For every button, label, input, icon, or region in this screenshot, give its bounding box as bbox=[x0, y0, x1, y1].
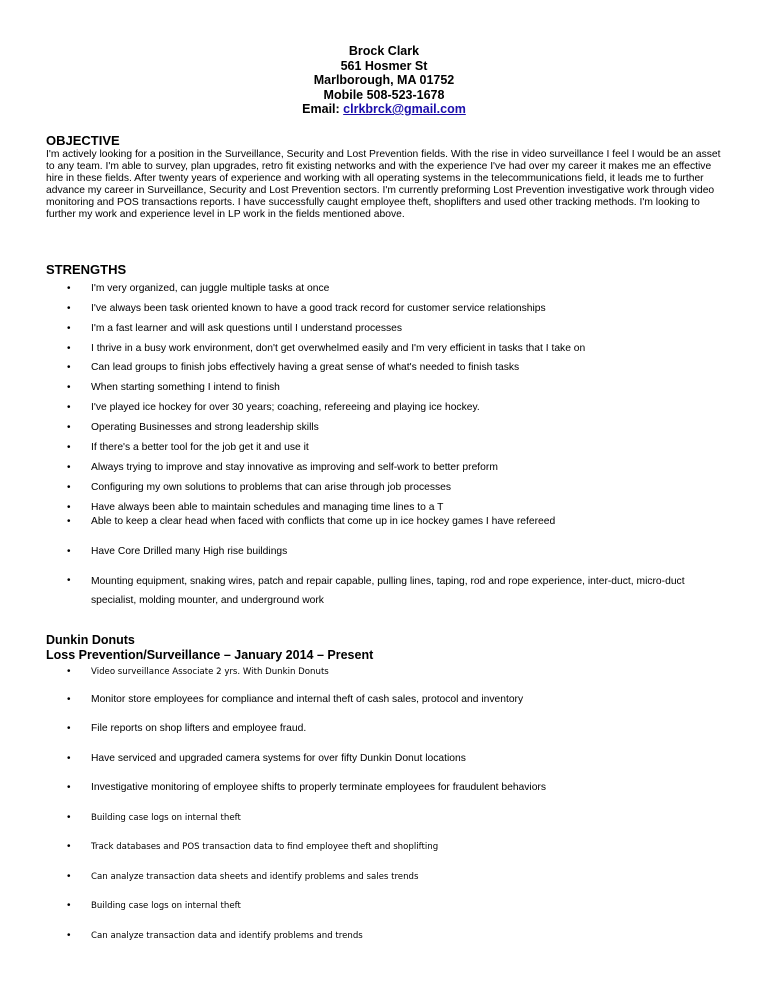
bullet-icon: • bbox=[67, 546, 71, 557]
bullet-icon: • bbox=[67, 502, 71, 513]
bullet-icon: • bbox=[67, 462, 71, 473]
bullet-icon: • bbox=[67, 871, 71, 882]
bullet-icon: • bbox=[67, 283, 71, 294]
bullet-icon: • bbox=[67, 482, 71, 493]
mobile-phone: Mobile 508-523-1678 bbox=[323, 87, 445, 102]
bullet-icon: • bbox=[67, 812, 71, 823]
bullet-icon: • bbox=[67, 343, 71, 354]
email-line bbox=[0, 102, 768, 117]
objective-heading: OBJECTIVE bbox=[46, 133, 120, 148]
bullet-icon: • bbox=[67, 442, 71, 453]
bullet-icon: • bbox=[67, 323, 71, 334]
resume-page: Brock Clark 561 Hosmer St Marlborough, MA 01752 Mobile 508-523-1678 Email: clrkbrck@gmail.com OBJECTIVE I'm actively looking for a position in the Surveillance, Security and Lost Prevention fields. With the rise in video surveillance I feel I would be an asset to any team. I'm able to survey, plan upgrades, retro fit existing networks and with the experience I've had over my career it makes me an effective hire in these fields. After twenty years of experience and working with all operating systems in the telecommunications field, it leads me to further advance my career in Surveillance, Security and Lost Prevention sectors. I'm currently preforming Lost Prevention investigative work through video monitoring and POS transactions reports. I have successfully caught employee theft, shoplifters and used other tracking methods. I'm looking to further my work and experience level in LP work in the fields mentioned above. STRENGTHS • I'm very organized, can juggle multiple tasks at once • I've always been task oriented known to have a good track record for customer service relationships • I'm a fast learner and will ask questions until I understand processes • I thrive in a busy work environment, don't get overwhelmed easily and I'm very efficient in tasks that I take on • Can lead groups to finish jobs effectively having a great sense of what's needed to finish tasks • When starting something I intend to finish • I've played ice hockey for over 30 years; coaching, refereeing and playing ice hockey. • Operating Businesses and strong leadership skills • If there's a better tool for the job get it and use it • Always trying to improve and stay innovative as improving and self-work to better preform • Configuring my own solutions to problems that can arise through job processes • Have always been able to maintain schedules and managing time lines to a T • Able to keep a clear head when faced with conflicts that come up in ice hockey games I have refereed • Have Core Drilled many High rise buildings • Mounting equipment, snaking wires, patch and repair capable, pulling lines, taping, rod and rope experience, inter-duct, micro-duct specialist, molding mounter, and underground work Dunkin Donuts Loss Prevention/Surveillance – January 2014 – Present • Video surveillance Associate 2 yrs. With Dunkin Donuts • Monitor store employees for compliance and internal theft of cash sales, protocol and inventory • File reports on shop lifters and employee fraud. • Have serviced and upgraded camera systems for over fifty Dunkin Donut locations • Investigative monitoring of employee shifts to properly terminate employees for fraudulent behaviors • Building case logs on internal theft • Track databases and POS transaction data to find employee theft and shoplifting • Can analyze transaction data sheets and identify problems and sales trends • Building case logs on internal theft • Can analyze transaction data and identify problems and trends bbox=[0, 0, 768, 994]
bullet-icon: • bbox=[67, 402, 71, 413]
job-title: Loss Prevention/Surveillance – January 2014 – Present bbox=[46, 647, 374, 662]
bullet-icon: • bbox=[67, 753, 71, 764]
bullet-icon: • bbox=[67, 575, 71, 586]
email-label: Email: bbox=[302, 102, 344, 116]
candidate-name: Brock Clark bbox=[348, 44, 420, 58]
bullet-icon: • bbox=[67, 841, 71, 852]
bullet-icon: • bbox=[67, 900, 71, 911]
strengths-heading: STRENGTHS bbox=[46, 262, 127, 277]
city-state-zip: Marlborough, MA 01752 bbox=[313, 73, 455, 87]
bullet-icon: • bbox=[67, 723, 71, 734]
bullet-icon: • bbox=[67, 782, 71, 793]
email-link[interactable]: clrkbrck@gmail.com bbox=[343, 102, 466, 116]
bullet-icon: • bbox=[67, 666, 71, 677]
contact-header bbox=[0, 44, 768, 117]
employer-name: Dunkin Donuts bbox=[46, 633, 135, 647]
bullet-icon: • bbox=[67, 422, 71, 433]
bullet-icon: • bbox=[67, 694, 71, 705]
bullet-icon: • bbox=[67, 303, 71, 314]
bullet-icon: • bbox=[67, 930, 71, 941]
job-heading bbox=[46, 633, 373, 662]
objective-paragraph: I'm actively looking for a position in the Surveillance, Security and Lost Prevention fields. With the rise in video surveillance I feel I would be an asset to any team. I'm able to survey, plan upgrades, retro fit existing networks and with the experience I've had over my career it makes me an effective hire in these fields. After twenty years of experience and working with all operating systems in the telecommunications field, it leads me to further advance my career in Surveillance, Security and Lost Prevention sectors. I'm currently preforming Lost Prevention investigative work through video monitoring and POS transactions reports. I have successfully caught employee theft, shoplifters and used other tracking methods. I'm looking to further my work and experience level in LP work in the fields mentioned above. bbox=[46, 149, 721, 221]
bullet-icon: • bbox=[67, 382, 71, 393]
bullet-icon: • bbox=[67, 516, 71, 527]
street-address: 561 Hosmer St bbox=[340, 58, 428, 73]
bullet-icon: • bbox=[67, 362, 71, 373]
